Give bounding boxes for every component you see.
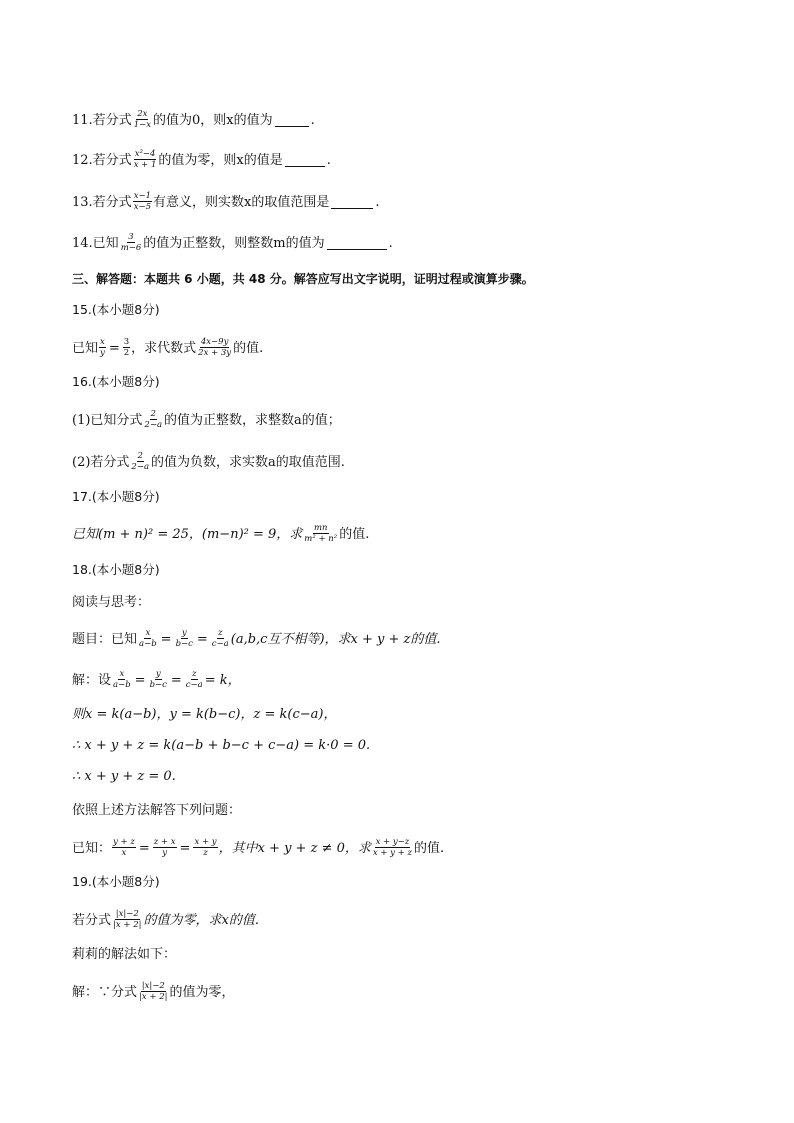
q15-fraction-ratio: $\frac{3}{2}$ <box>123 337 130 358</box>
question-15: 已知 $\frac{x}{y}$ = $\frac{3}{2}$ ，求代数式 $\frac{4x-9y}{2x + 3y}$ 的值. <box>72 337 264 358</box>
question-14: 14.已知 $\frac{3}{m-6}$ 的值为正整数，则整数m的值为 . <box>72 232 393 253</box>
q13-prefix: 13.若分式 <box>72 194 132 210</box>
q18-topic: 题目：已知 $\frac{x}{a-b}$ = $\frac{y}{b-c}$ = $\frac{z}{c-a}$ (a,b,c互不相等)，求x + y + z的值. <box>72 628 441 649</box>
q18-topic-fraction-3: $\frac{z}{c-a}$ <box>211 628 229 649</box>
question-18-heading: 18.(本小题8分) <box>72 562 160 577</box>
q18-given-fraction-2: $\frac{z + x}{y}$ <box>153 837 176 858</box>
question-16-part-1: (1)已知分式 $\frac{2}{2-a}$ 的值为正整数，求整数a的值； <box>72 409 341 430</box>
q11-text: 的值为0，则x的值为 <box>153 112 273 128</box>
q18-given-fraction-4: $\frac{x + y-z}{x + y + z}$ <box>372 837 412 858</box>
question-19-heading: 19.(本小题8分) <box>72 874 160 889</box>
q12-answer-blank[interactable] <box>285 154 325 167</box>
q13-answer-blank[interactable] <box>331 196 373 209</box>
q11-prefix: 11.若分式 <box>72 112 132 128</box>
question-13: 13.若分式 $\frac{x-1}{x-5}$ 有意义，则实数x的取值范围是 . <box>72 191 380 212</box>
q13-fraction: $\frac{x-1}{x-5}$ <box>133 191 152 212</box>
q12-prefix: 12.若分式 <box>72 152 132 168</box>
question-17-heading: 17.(本小题8分) <box>72 489 160 504</box>
q18-given: 已知： $\frac{y + z}{x}$ = $\frac{z + x}{y}$ = $\frac{x + y}{z}$ ，其中x + y + z ≠ 0，求 $\frac{x + y-z}{x + y + z}$ 的值. <box>72 837 445 858</box>
q18-solution-line-1: 解：设 $\frac{x}{a-b}$ = $\frac{y}{b-c}$ = $\frac{z}{c-a}$ = k， <box>72 669 241 690</box>
q18-sol-fraction-1: $\frac{x}{a-b}$ <box>113 669 131 690</box>
question-17: 已知(m + n)² = 25，(m−n)² = 9，求 $\frac{mn}{\text{m² + n²}}$ 的值. <box>72 523 370 544</box>
q18-instruction: 依照上述方法解答下列问题： <box>72 803 242 818</box>
q12-text: 的值为零，则x的值是 <box>158 152 283 168</box>
q16-p2-fraction: $\frac{2}{2-a}$ <box>131 451 150 472</box>
question-16-heading: 16.(本小题8分) <box>72 374 160 389</box>
q15-fraction-expression: $\frac{4x-9y}{2x + 3y}$ <box>198 337 232 358</box>
q14-fraction: $\frac{3}{m-6}$ <box>120 232 142 253</box>
q19-solution-line-1: 解：∵分式 $\frac{|x|-2}{|x + 2|}$ 的值为零， <box>72 981 235 1002</box>
question-12: 12.若分式 $\frac{\text{x²−4}}{x + 1}$ 的值为零，则x的值是 . <box>72 149 331 170</box>
q19-lili-solution-label: 莉莉的解法如下： <box>72 947 177 962</box>
q18-solution-line-2: 则x = k(a−b)，y = k(b−c)，z = k(c−a)， <box>72 707 337 722</box>
q11-fraction: $\frac{2x}{1-x}$ <box>133 109 152 130</box>
q14-text: 的值为正整数，则整数m的值为 <box>143 235 325 251</box>
q18-sol-fraction-2: $\frac{y}{b-c}$ <box>149 669 167 690</box>
q19-sol-fraction: $\frac{|x|-2}{|x + 2|}$ <box>139 981 168 1002</box>
q18-given-fraction-3: $\frac{x + y}{z}$ <box>194 837 217 858</box>
q19-fraction: $\frac{|x|-2}{|x + 2|}$ <box>113 909 142 930</box>
q18-topic-fraction-2: $\frac{y}{b-c}$ <box>175 628 193 649</box>
q18-read-label: 阅读与思考： <box>72 595 151 610</box>
q12-fraction: $\frac{\text{x²−4}}{x + 1}$ <box>133 149 157 170</box>
q18-solution-line-4: ∴ x + y + z = 0. <box>72 769 176 784</box>
q17-fraction: $\frac{mn}{\text{m² + n²}}$ <box>304 523 338 544</box>
q14-answer-blank[interactable] <box>327 237 387 250</box>
q14-prefix: 14.已知 <box>72 235 119 251</box>
section-3-heading: 三、解答题：本题共 6 小题，共 48 分。解答应写出文字说明，证明过程或演算步骤。 <box>72 272 534 286</box>
question-19: 若分式 $\frac{|x|-2}{|x + 2|}$ 的值为零，求x的值. <box>72 909 259 930</box>
q16-p1-fraction: $\frac{2}{2-a}$ <box>144 409 163 430</box>
q11-answer-blank[interactable] <box>275 114 309 127</box>
q13-text: 有意义，则实数x的取值范围是 <box>153 194 330 210</box>
question-11: 11.若分式 $\frac{2x}{1-x}$ 的值为0，则x的值为 . <box>72 109 315 130</box>
q15-fraction-xy: $\frac{x}{y}$ <box>100 337 105 358</box>
q18-given-fraction-1: $\frac{y + z}{x}$ <box>113 837 135 858</box>
q18-topic-fraction-1: $\frac{x}{a-b}$ <box>139 628 157 649</box>
q18-solution-line-3: ∴ x + y + z = k(a−b + b−c + c−a) = k·0 = 0. <box>72 738 371 753</box>
q18-sol-fraction-3: $\frac{z}{c-a}$ <box>185 669 203 690</box>
question-15-heading: 15.(本小题8分) <box>72 302 160 317</box>
question-16-part-2: (2)若分式 $\frac{2}{2-a}$ 的值为负数，求实数a的取值范围. <box>72 451 345 472</box>
